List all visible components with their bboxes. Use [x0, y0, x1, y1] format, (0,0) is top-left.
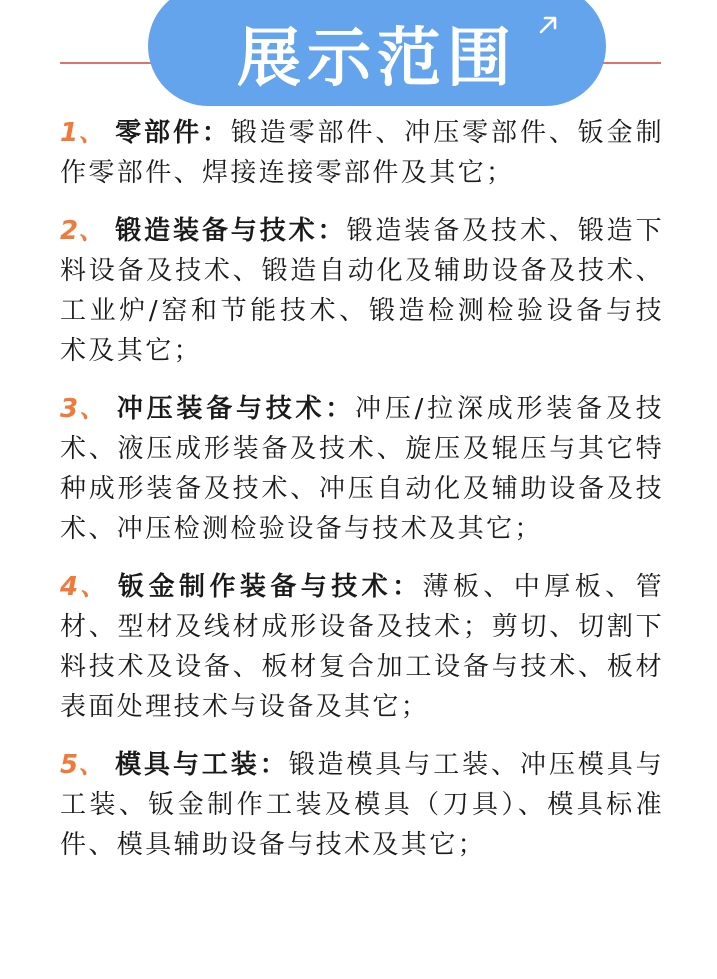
list-item-parts	[60, 113, 664, 193]
item-number: 5、	[60, 750, 106, 780]
item-body: 锻造模具与工装、冲压模具与工装、钣金制作工装及模具（刀具）、模具标准件、模具辅助设备与技术及其它；	[60, 750, 665, 860]
item-number: 3、	[60, 394, 107, 424]
item-body: 冲压/拉深成形装备及技术、液压成形装备及技术、旋压及辊压与其它特种成形装备及技术、冲压自动化及辅助设备及技术、冲压检测检验设备与技术及其它；	[60, 394, 665, 544]
item-body: 薄板、中厚板、管材、型材及线材成形设备及技术；剪切、切割下料技术及设备、板材复合加工设备与技术、板材表面处理技术与设备及其它；	[60, 572, 665, 722]
exhibit-scope-list	[60, 113, 664, 883]
item-heading: 钣金制作装备与技术：	[118, 572, 423, 602]
item-heading: 零部件：	[115, 118, 231, 148]
item-body: 锻造装备及技术、锻造下料设备及技术、锻造自动化及辅助设备及技术、工业炉/窑和节能技术、锻造检测检验设备与技术及其它；	[60, 216, 665, 366]
item-body: 锻造零部件、冲压零部件、钣金制作零部件、焊接连接零部件及其它；	[60, 118, 664, 188]
list-item-sheet-metal	[60, 567, 664, 727]
item-number: 1、	[60, 118, 106, 148]
list-item-molds	[60, 745, 664, 865]
item-number: 4、	[60, 572, 109, 602]
arrow-up-right-icon	[537, 14, 559, 36]
item-heading: 锻造装备与技术：	[115, 216, 347, 246]
item-heading: 模具与工装：	[115, 750, 289, 780]
list-item-stamping	[60, 389, 664, 549]
header-rule-right	[597, 62, 661, 64]
item-heading: 冲压装备与技术：	[116, 394, 356, 424]
page-title: 展示范围	[237, 22, 517, 96]
header-rule-left	[60, 62, 155, 64]
header	[0, 0, 717, 110]
item-number: 2、	[60, 216, 106, 246]
list-item-forging	[60, 211, 664, 371]
